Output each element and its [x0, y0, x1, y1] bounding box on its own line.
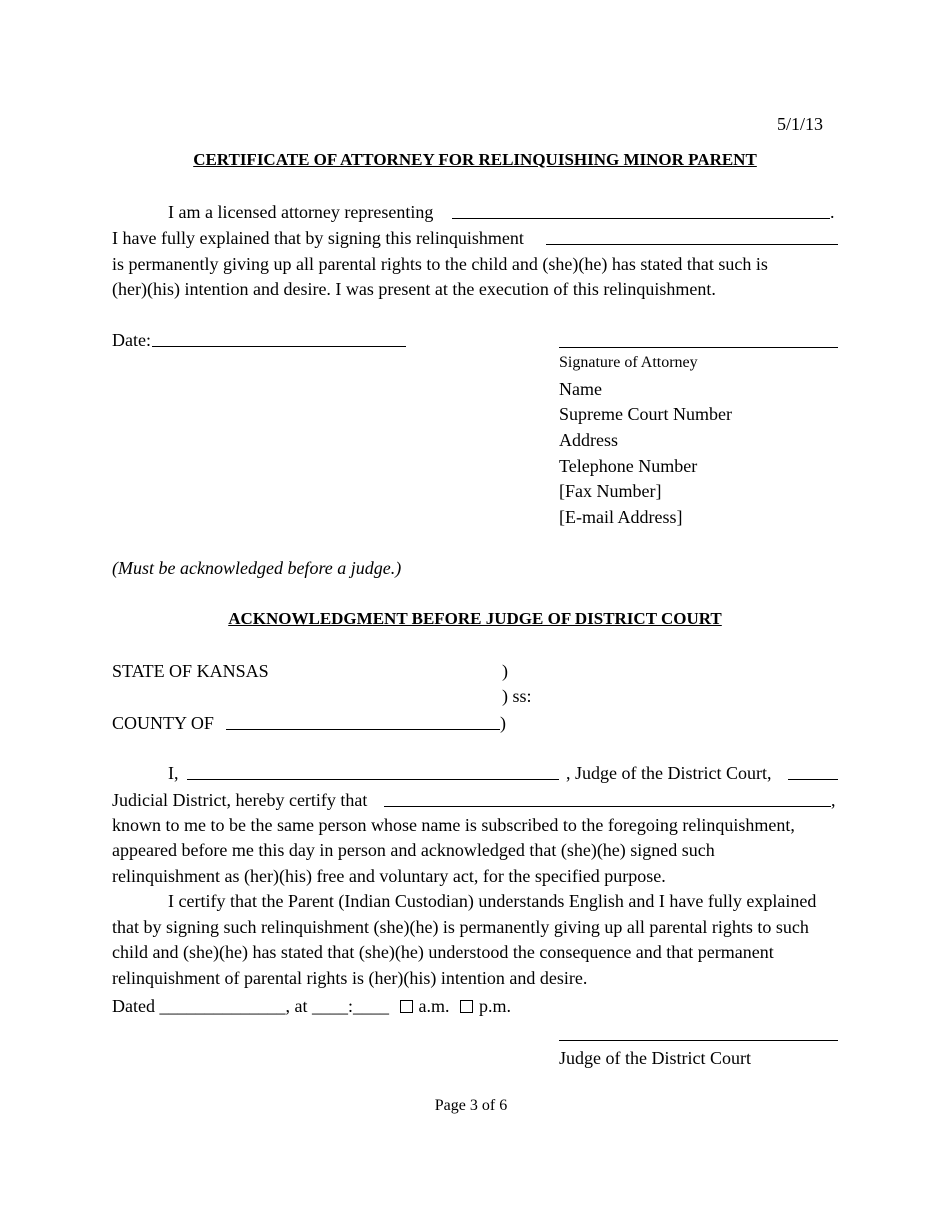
venue-ss: ) ss: — [502, 686, 532, 706]
acknowledgment-title: ACKNOWLEDGMENT BEFORE JUDGE OF DISTRICT COURT — [228, 609, 722, 628]
pm-checkbox[interactable] — [460, 1000, 473, 1013]
person-name-blank[interactable] — [384, 806, 831, 807]
attorney-signature-line[interactable] — [559, 347, 838, 348]
ack-line-2-text: Judicial District, hereby certify that — [112, 790, 368, 810]
ack-line-6: I certify that the Parent (Indian Custodian) understands English and I have fully explained — [168, 891, 817, 911]
county-blank[interactable] — [226, 729, 500, 730]
judge-signature-line[interactable] — [559, 1040, 838, 1041]
fax-label: [Fax Number] — [559, 481, 662, 501]
email-label: [E-mail Address] — [559, 507, 683, 527]
ack-line-5: relinquishment as (her)(his) free and voluntary act, for the specified purpose. — [112, 866, 666, 886]
certificate-title: CERTIFICATE OF ATTORNEY FOR RELINQUISHING MINOR PARENT — [193, 150, 757, 169]
county-label: COUNTY OF — [112, 713, 214, 733]
state-label: STATE OF KANSAS — [112, 661, 269, 681]
form-revision-date: 5/1/13 — [777, 114, 824, 134]
ack-line-3: known to me to be the same person whose name is subscribed to the foregoing relinquishment, — [112, 815, 795, 835]
venue-paren-1: ) — [502, 661, 508, 681]
date-label: Date: — [112, 330, 151, 350]
at-label: , at — [285, 996, 308, 1016]
ack-line-7: that by signing such relinquishment (she)(he) is permanently giving up all parental rights to such — [112, 917, 809, 937]
certificate-p1-text: I am a licensed attorney representing — [168, 202, 434, 222]
minute-blank[interactable]: ____ — [353, 996, 389, 1016]
date-blank[interactable] — [152, 346, 406, 347]
telephone-label: Telephone Number — [559, 456, 698, 476]
ack-line-9: relinquishment of parental rights is (her)(his) intention and desire. — [112, 968, 588, 988]
dated-label: Dated — [112, 996, 155, 1016]
venue-paren-3: ) — [500, 713, 506, 733]
am-label: a.m. — [418, 996, 450, 1016]
ack-line-8: child and (she)(he) has stated that (she)(he) understood the consequence and that permanent — [112, 942, 774, 962]
ack-line-2-comma: , — [831, 790, 836, 810]
certificate-p1-period: . — [830, 202, 835, 222]
acknowledgment-note: (Must be acknowledged before a judge.) — [112, 558, 402, 578]
judicial-district-blank[interactable] — [788, 779, 838, 780]
signature-of-attorney-label: Signature of Attorney — [559, 354, 698, 371]
certificate-p3-text: is permanently giving up all parental rights to the child and (she)(he) has stated that such is — [112, 254, 768, 274]
supreme-court-number-label: Supreme Court Number — [559, 404, 732, 424]
judge-name-blank[interactable] — [187, 779, 559, 780]
ack-line-4: appeared before me this day in person and acknowledged that (she)(he) signed such — [112, 840, 715, 860]
page-number: Page 3 of 6 — [434, 1097, 508, 1114]
relinquishing-parent-blank[interactable] — [546, 244, 838, 245]
ack-i-label: I, — [168, 763, 179, 783]
hour-blank[interactable]: ____ — [311, 996, 348, 1016]
attorney-name-label: Name — [559, 379, 602, 399]
dated-line — [112, 995, 511, 1017]
dated-blank[interactable]: ______________ — [159, 996, 286, 1016]
ack-judge-text: , Judge of the District Court, — [566, 763, 772, 783]
certificate-p4-text: (her)(his) intention and desire. I was present at the execution of this relinquishment. — [112, 279, 716, 299]
client-name-blank[interactable] — [452, 218, 830, 219]
am-checkbox[interactable] — [400, 1000, 413, 1013]
pm-label: p.m. — [479, 996, 512, 1016]
judge-signature-label: Judge of the District Court — [559, 1048, 751, 1068]
time-colon: : — [347, 996, 353, 1016]
address-label: Address — [559, 430, 618, 450]
certificate-p2-text: I have fully explained that by signing this relinquishment — [112, 228, 524, 248]
